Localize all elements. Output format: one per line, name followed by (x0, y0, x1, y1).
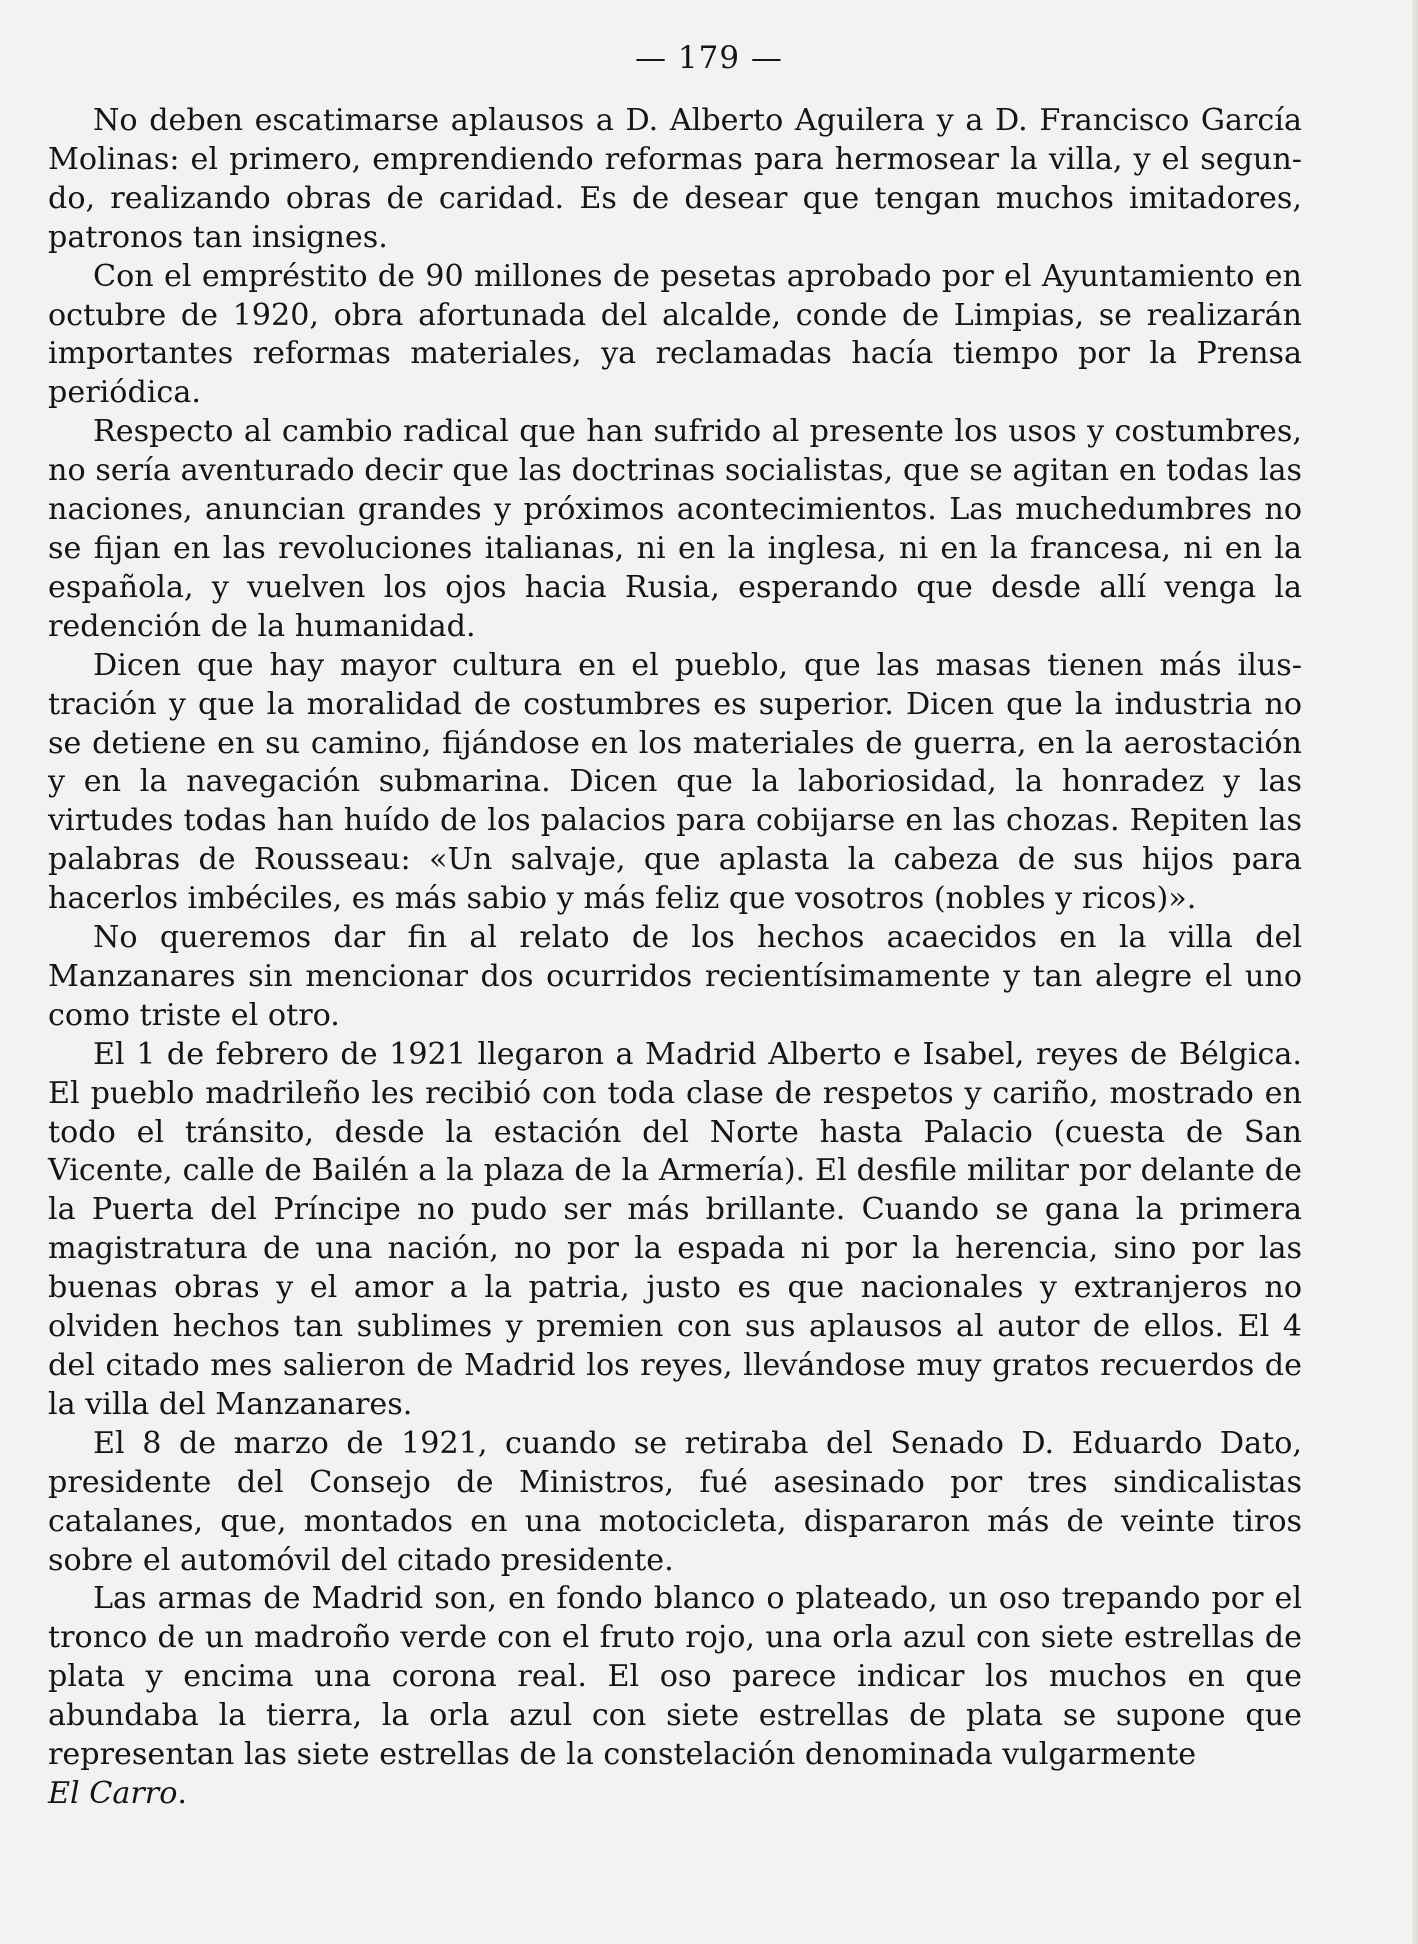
body-text (48, 102, 1302, 1814)
paragraph-2: Con el empréstito de 90 millones de pesetas aprobado por el Ayuntamiento en octubre de 1920, obra afortunada del alcalde, conde de Limpias, se realizarán importantes reformas materiales, ya reclamadas hacía tiempo por la Prensa periódica. (48, 258, 1302, 411)
page-edge-shadow (1412, 0, 1418, 1944)
paragraph-3: Respecto al cambio radical que han sufrido al presente los usos y costumbres, no sería aventurado decir que las doctrinas socialistas, que se agitan en todas las naciones, anuncian grandes y próximos acontecimientos. Las muchedumbres no se fijan en las revoluciones italianas, ni en la inglesa, ni en la francesa, ni en la española, y vuelven los ojos hacia Rusia, esperando que desde allí venga la redención de la humanidad. (48, 414, 1302, 644)
paragraph-8 (48, 1580, 1302, 1813)
paragraph-4: Dicen que hay mayor cultura en el pueblo, que las masas tienen más ilustración y que la moralidad de costumbres es superior. Dicen que la industria no se detiene en su camino, fijándose en los materiales de guerra, en la aerostación y en la navegación submarina. Dicen que la laboriosidad, la honradez y las virtudes todas han huído de los palacios para cobijarse en las chozas. Repiten las palabras de Rousseau: «Un salvaje, que aplasta la cabeza de sus hijos para hacerlos imbéciles, es más sabio y más feliz que vosotros (nobles y ricos)». (48, 647, 1302, 917)
paragraph-8-text: Las armas de Madrid son, en fondo blanco o plateado, un oso trepando por el tronco de un madroño verde con el fruto rojo, una orla azul con siete estrellas de plata y encima una corona real. El oso parece indicar los muchos en que abundaba la tierra, la orla azul con siete estrellas de plata se supone que representan las siete estrellas de la constelación denominada vulgarmente (48, 1581, 1302, 1773)
paragraph-5: No queremos dar fin al relato de los hechos acaecidos en la villa del Manzanares sin mencionar dos ocurridos recientísimamente y tan alegre el uno como triste el otro. (48, 920, 1302, 1033)
page-number: — 179 — (635, 40, 783, 76)
italic-title-el-carro: El Carro (48, 1775, 178, 1811)
paragraph-7: El 8 de marzo de 1921, cuando se retiraba del Senado D. Eduardo Dato, presidente del Consejo de Ministros, fué asesinado por tres sindicalistas catalanes, que, montados en una motocicleta, dispararon más de veinte tiros sobre el automóvil del citado presidente. (48, 1425, 1302, 1578)
paragraph-1: No deben escatimarse aplausos a D. Alberto Aguilera y a D. Francisco García Molinas: el primero, emprendiendo reformas para hermosear la villa, y el segundo, realizando obras de caridad. Es de desear que tengan muchos imitadores, patronos tan insignes. (48, 103, 1302, 255)
closing-period: . (177, 1775, 188, 1811)
paragraph-6: El 1 de febrero de 1921 llegaron a Madrid Alberto e Isabel, reyes de Bélgica. El pueblo madrileño les recibió con toda clase de respetos y cariño, mostrado en todo el tránsito, desde la estación del Norte hasta Palacio (cuesta de San Vicente, calle de Bailén a la plaza de la Armería). El desfile militar por delante de la Puerta del Príncipe no pudo ser más brillante. Cuando se gana la primera magistratura de una nación, no por la espada ni por la herencia, sino por las buenas obras y el amor a la patria, justo es que nacionales y extranjeros no olviden hechos tan sublimes y premien con sus aplausos al autor de ellos. El 4 del citado mes salieron de Madrid los reyes, llevándose muy gratos recuerdos de la villa del Manzanares. (48, 1036, 1302, 1422)
